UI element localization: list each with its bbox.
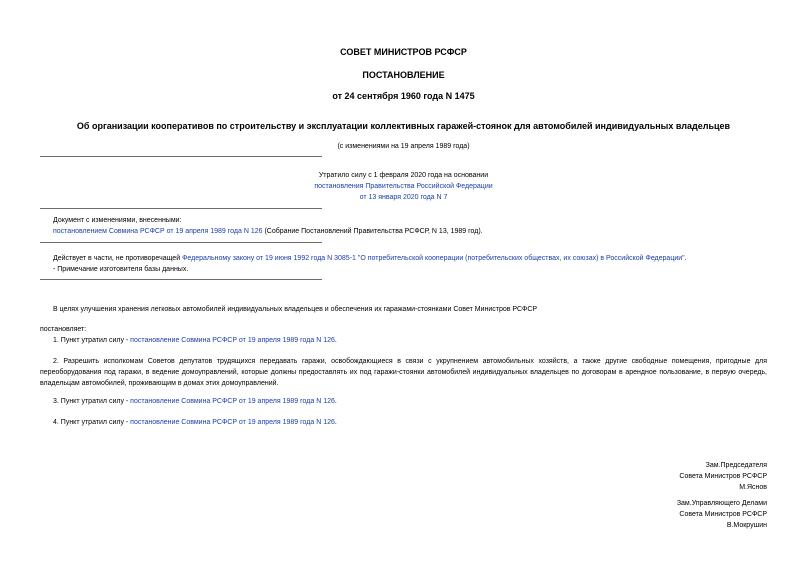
item-link[interactable]: постановление Совмина РСФСР от 19 апреля 1989 года N 126	[130, 419, 335, 426]
revision-note: (с изменениями на 19 апреля 1989 года)	[337, 143, 470, 150]
list-item	[53, 335, 773, 346]
item-tail: .	[334, 398, 337, 405]
repeal-decree-link[interactable]: постановления Правительства Российской Федерации	[314, 183, 493, 190]
signer-title: Зам.Председателя	[705, 462, 767, 469]
signature-block	[679, 460, 767, 493]
divider	[40, 156, 322, 157]
item-tail: .	[334, 419, 337, 426]
list-item	[53, 417, 773, 428]
changes-lead: Документ с изменениями, внесенными:	[53, 217, 182, 224]
item-text: 2. Разрешить исполкомам Советов депутатов трудящихся передавать гаражи, освобождающиеся в связи с укрупнением автомобильных хозяйств, а также другие свободные помещения, пригодные для переоборудования под гаражи, в ведение домоуправлений, которые должны предоставлять их под гаражи-стоянки автомобилей индивидуальных владельцев по договорам в арендное пользование, в первую очередь, владельцам автомобилей, проживающим в домах этих домоуправлений.	[40, 358, 767, 387]
divider	[40, 279, 322, 280]
preamble: В целях улучшения хранения легковых автомобилей индивидуальных владельцев и обеспечения их гаражами-стоянками Совет Министров РСФСР	[53, 306, 538, 313]
item-link[interactable]: постановление Совмина РСФСР от 19 апреля 1989 года N 126	[130, 337, 335, 344]
item-text: 4. Пункт утратил силу -	[53, 419, 131, 426]
divider	[40, 208, 322, 209]
signer-org: Совета Министров РСФСР	[679, 473, 767, 480]
doc-type-heading: ПОСТАНОВЛЕНИЕ	[362, 70, 445, 80]
status-block	[0, 170, 807, 203]
federal-law-link[interactable]: Федеральному закону от 19 июня 1992 года N 3085-1 "О потребительской кооперации (потребительских обществах, их союзах) в Российской Федерации"	[182, 255, 685, 262]
signature-block	[677, 498, 767, 531]
amendment-source: (Собрание Постановлений Правительства РСФСР, N 13, 1989 год).	[262, 228, 483, 235]
law-lead: Действует в части, не противоречащей	[53, 255, 183, 262]
list-item	[53, 396, 773, 407]
decree-word: постановляет:	[40, 326, 87, 333]
signer-title: Зам.Управляющего Делами	[676, 500, 767, 507]
item-tail: .	[334, 337, 337, 344]
item-link[interactable]: постановление Совмина РСФСР от 19 апреля 1989 года N 126	[130, 398, 335, 405]
document-title: Об организации кооперативов по строительству и эксплуатации коллективных гаражей-стоянок для автомобилей индивидуальных владельцев	[76, 121, 731, 131]
status-line: Утратило силу с 1 февраля 2020 года на основании	[318, 172, 489, 179]
signer-name: М.Яснов	[739, 484, 767, 491]
law-block	[53, 253, 773, 275]
doc-date-number: от 24 сентября 1960 года N 1475	[332, 91, 475, 101]
signer-name: В.Мокрушин	[726, 522, 767, 529]
law-tail: .	[684, 255, 687, 262]
db-note: - Примечание изготовителя базы данных.	[53, 266, 189, 273]
divider	[40, 242, 322, 243]
item-text: 1. Пункт утратил силу -	[53, 337, 131, 344]
changes-block	[53, 215, 773, 237]
amendment-link[interactable]: постановлением Совмина РСФСР от 19 апреля 1989 года N 126	[53, 228, 263, 235]
signer-org: Совета Министров РСФСР	[679, 511, 767, 518]
issuer-heading: СОВЕТ МИНИСТРОВ РСФСР	[340, 47, 467, 57]
item-text: 3. Пункт утратил силу -	[53, 398, 131, 405]
repeal-decree-date-link[interactable]: от 13 января 2020 года N 7	[359, 194, 448, 201]
list-item	[40, 356, 767, 389]
